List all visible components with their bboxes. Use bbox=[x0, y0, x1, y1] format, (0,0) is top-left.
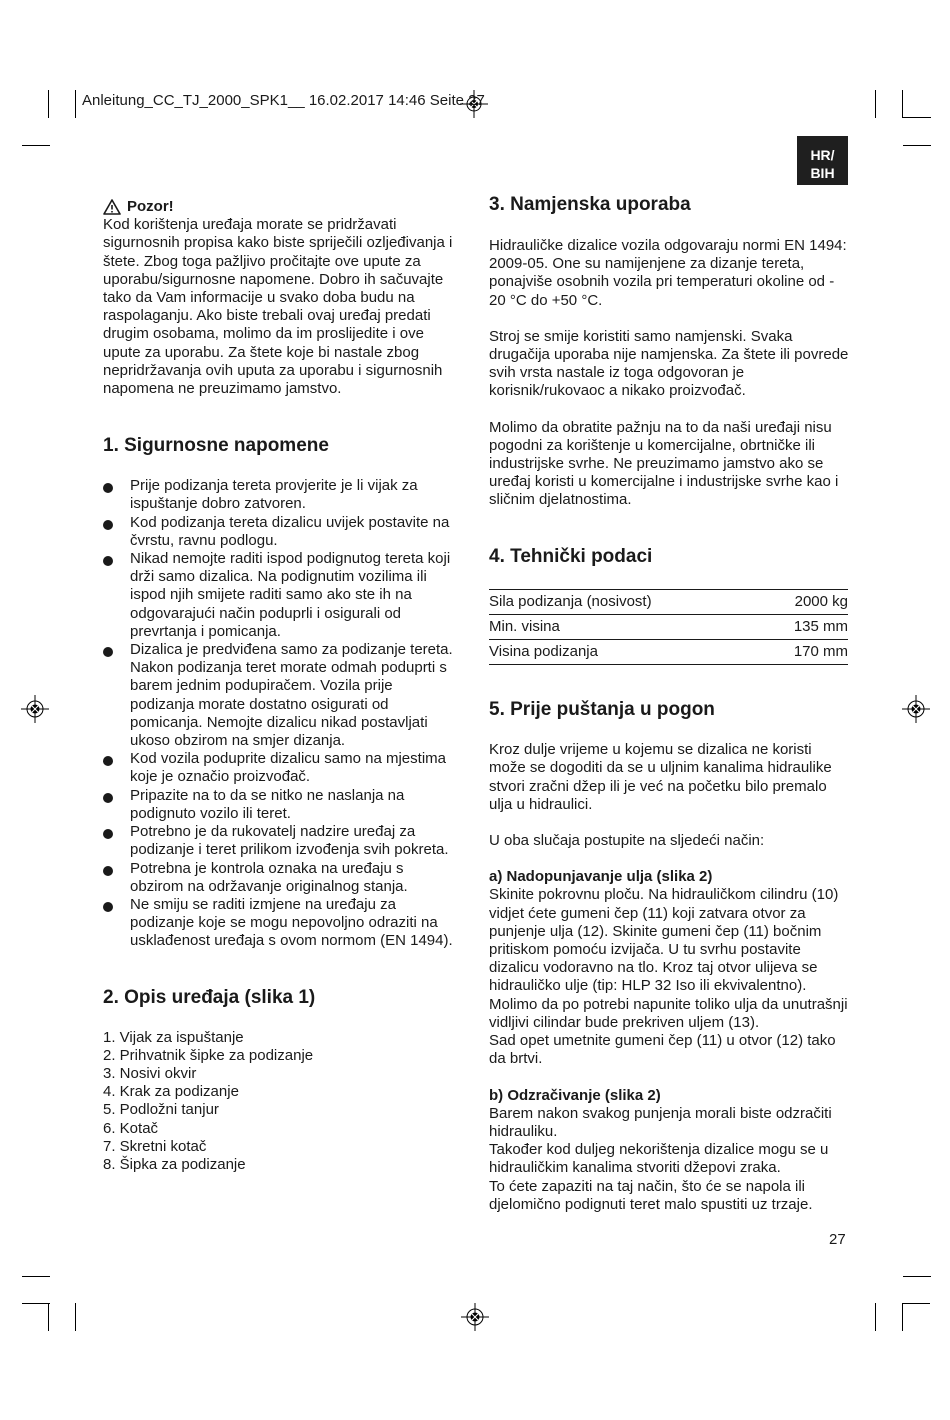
list-item: 8. Šipka za podizanje bbox=[103, 1155, 246, 1173]
list-item: Potrebno je da rukovatelj nadzire uređaj za podizanje i teret prilikom izvođenja svih pokreta. bbox=[103, 823, 459, 859]
list-item: Kod vozila poduprite dizalicu samo na mjestima koje je označio proizvođač. bbox=[103, 750, 459, 786]
warning-title: Pozor! bbox=[127, 198, 174, 215]
section5b-heading: b) Odzračivanje (slika 2) bbox=[489, 1086, 661, 1104]
section5-title: 5. Prije puštanja u pogon bbox=[489, 699, 715, 721]
crop-mark bbox=[903, 1276, 931, 1277]
list-item: Prije podizanja tereta provjerite je li vijak za ispuštanje dobro zatvoren. bbox=[103, 477, 459, 513]
crop-mark bbox=[22, 145, 50, 146]
list-item: Ne smiju se raditi izmjene na uređaju za podizanje koje se mogu nepovoljno odraziti na usklađenost uređaja s ovom normom (EN 1494). bbox=[103, 896, 459, 951]
list-item: 1. Vijak za ispuštanje bbox=[103, 1028, 244, 1046]
section3-title: 3. Namjenska uporaba bbox=[489, 194, 691, 215]
language-tab-line2: BIH bbox=[810, 165, 835, 181]
safety-bullet-list bbox=[103, 477, 459, 950]
crop-mark bbox=[75, 90, 76, 118]
list-item: Potrebna je kontrola oznaka na uređaju s obzirom na održavanje originalnog stanja. bbox=[103, 860, 459, 896]
crop-mark bbox=[903, 145, 931, 146]
list-item: 4. Krak za podizanje bbox=[103, 1083, 239, 1101]
language-tab bbox=[797, 136, 848, 185]
list-item: 3. Nosivi okvir bbox=[103, 1064, 197, 1082]
section5-paragraph: U oba slučaja postupite na sljedeći način: bbox=[489, 832, 765, 850]
list-item: Dizalica je predviđena samo za podizanje tereta. Nakon podizanja teret morate odmah poduprti s barem jednim podupiračem. Vozila prije podizanja morate dostatno osigurati od pomicanja. Nemojte dizalicu nikad postavljati ukoso obzirom na smjer dizanja. bbox=[103, 641, 459, 750]
crop-mark bbox=[875, 90, 876, 118]
section4-title: 4. Tehnički podaci bbox=[489, 545, 653, 567]
list-item: 5. Podložni tanjur bbox=[103, 1101, 219, 1119]
crop-mark bbox=[902, 1303, 903, 1331]
table-cell-value: 135 mm bbox=[758, 614, 848, 639]
section5-paragraph: Kroz dulje vrijeme u kojemu se dizalica ne koristi može se dogoditi da se u uljnim kanalima hidraulike stvori zračni džep ili je već na početku bilo premalo ulja u hidraulici. bbox=[489, 741, 832, 813]
list-item: Kod podizanja tereta dizalicu uvijek postavite na čvrstu, ravnu podlogu. bbox=[103, 514, 459, 550]
crop-mark bbox=[902, 1303, 930, 1304]
section3-paragraph: Stroj se smije koristiti samo namjenski. Svaka drugačija uporaba nije namjenska. Za štete ili povrede svih vrsta nastale iz toga odgovoran je korisnik/rukovaoc a nikako proizvođač. bbox=[489, 327, 849, 400]
parts-list bbox=[103, 1029, 459, 1175]
section5a-text: Sad opet umetnite gumeni čep (11) u otvor (12) tako da brtvi. bbox=[489, 1032, 836, 1068]
warning-text: Kod korištenja uređaja morate se pridržavati sigurnosnih propisa kako biste spriječili ozljeđivanja i štete. Zbog toga pažljivo pročitajte ove upute za uporabu/sigurnosne napomene. Dobro ih sačuvajte tako da Vam informacije u svako doba budu na raspolaganju. Ako biste trebali ovaj uređaj predati drugim osobama, molimo da im proslijedite i ove upute za uporabu. Za štete koje bi nastale zbog nepridržavanja ovih uputa za uporabu i sigurnosnih napomena ne preuzimamo jamstvo. bbox=[103, 216, 453, 398]
section3-paragraph: Molimo da obratite pažnju na to da naši uređaji nisu pogodni za korištenje u komercijalne, obrtničke ili industrijske svrhe. Ne preuzimamo jamstvo ako se uređaj koristi u komercijalne i industrijske svrhe kao i sličnim djelatnostima. bbox=[489, 418, 839, 509]
registration-mark-icon bbox=[461, 1303, 489, 1331]
warning-triangle-icon bbox=[103, 199, 121, 215]
section5a-heading: a) Nadopunjavanje ulja (slika 2) bbox=[489, 868, 713, 886]
section1-title: 1. Sigurnosne napomene bbox=[103, 435, 329, 457]
section2-title: 2. Opis uređaja (slika 1) bbox=[103, 986, 316, 1008]
right-column bbox=[489, 194, 849, 1214]
section5b-text: Barem nakon svakog punjenja morali biste odzračiti hidrauliku. bbox=[489, 1104, 832, 1140]
warning-heading bbox=[103, 198, 459, 216]
section3-paragraph: Hidrauličke dizalice vozila odgovaraju normi EN 1494: 2009-05. One su namijenjene za dizanje tereta, ponajviše osobnih vozila pri temperaturi okoline od - 20 °C do +50 °C. bbox=[489, 237, 847, 309]
section5b-text: Također kod duljeg nekorištenja dizalice mogu se u hidrauličkim kanalima stvoriti džepovi zraka. bbox=[489, 1141, 829, 1177]
section5b-text: To ćete zapaziti na taj način, što će se napola ili djelomično podignuti teret malo spustiti uz trzaje. bbox=[489, 1177, 813, 1213]
list-item: 6. Kotač bbox=[103, 1119, 159, 1137]
list-item: 2. Prihvatnik šipke za podizanje bbox=[103, 1046, 314, 1064]
list-item: Pripazite na to da se nitko ne naslanja na podignuto vozilo ili teret. bbox=[103, 787, 459, 823]
table-row bbox=[489, 614, 848, 639]
page-number: 27 bbox=[829, 1231, 846, 1248]
registration-mark-icon bbox=[902, 695, 930, 723]
language-tab-line1: HR/ bbox=[810, 147, 835, 163]
tech-data-table bbox=[489, 589, 848, 666]
table-cell-value: 170 mm bbox=[758, 640, 848, 665]
crop-mark bbox=[875, 1303, 876, 1331]
crop-mark bbox=[48, 1303, 49, 1331]
table-row bbox=[489, 589, 848, 614]
list-item: Nikad nemojte raditi ispod podignutog tereta koji drži samo dizalica. Na podignutim vozilima ili ispod njih smijete raditi samo ako ste ih na odgovarajući način poduprli i osigurali od prevrtanja i pomicanja. bbox=[103, 550, 459, 641]
table-cell-value: 2000 kg bbox=[758, 589, 848, 614]
crop-mark bbox=[48, 90, 49, 118]
table-cell-label: Min. visina bbox=[489, 614, 758, 639]
crop-mark bbox=[22, 1303, 50, 1304]
list-item: 7. Skretni kotač bbox=[103, 1137, 207, 1155]
section5a-text: Skinite pokrovnu ploču. Na hidrauličkom cilindru (10) vidjet ćete gumeni čep (11) koji zatvara otvor za punjenje ulja (12). Skinite gumeni čep (11) bočnim pritiskom pomoću izvijača. U tu svrhu postavite dizalicu vodoravno na tlo. Kroz taj otvor ulijeva se hidrauličko ulje (tip: HLP 32 Iso ili ekvivalentno). Molimo da po potrebi napunite toliko ulja da unutrašnji vidljivi cilindar bude prekriven uljem (13). bbox=[489, 886, 848, 1031]
crop-mark bbox=[903, 117, 931, 118]
crop-mark bbox=[22, 1276, 50, 1277]
left-column bbox=[103, 198, 459, 1174]
crop-mark bbox=[75, 1303, 76, 1331]
crop-mark bbox=[902, 90, 903, 118]
table-cell-label: Sila podizanja (nosivost) bbox=[489, 589, 758, 614]
table-cell-label: Visina podizanja bbox=[489, 640, 758, 665]
registration-mark-icon bbox=[21, 695, 49, 723]
print-slug: Anleitung_CC_TJ_2000_SPK1__ 16.02.2017 14:46 Seite 27 bbox=[82, 92, 485, 109]
table-row bbox=[489, 640, 848, 665]
